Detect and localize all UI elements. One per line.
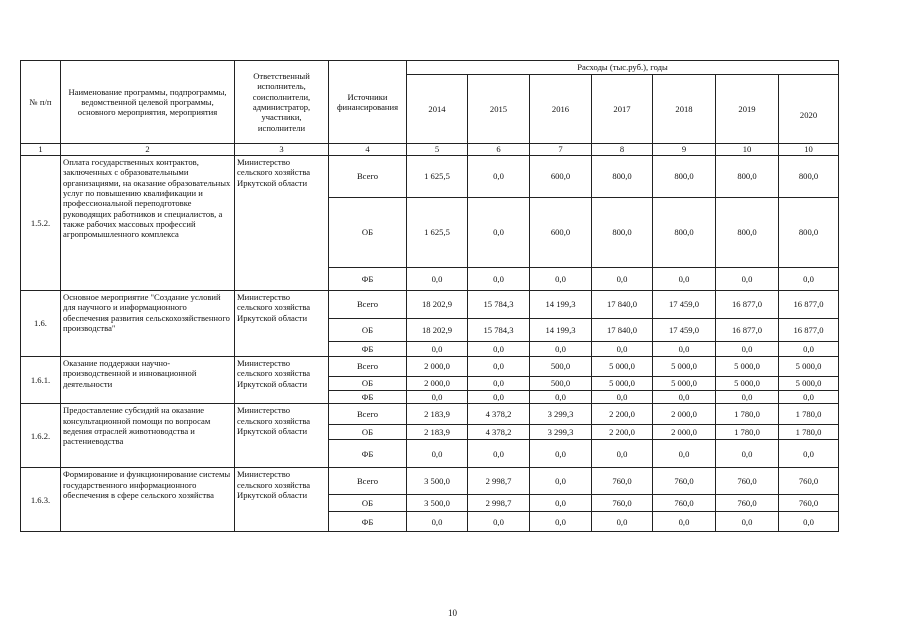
expense-value: 5 000,0	[653, 357, 716, 377]
expense-value: 5 000,0	[592, 377, 653, 391]
funding-source: Всего	[329, 404, 407, 425]
expense-value: 0,0	[716, 512, 779, 532]
table-body	[21, 156, 839, 532]
expense-value: 0,0	[716, 391, 779, 404]
expense-value: 0,0	[779, 440, 839, 468]
expense-value: 5 000,0	[779, 357, 839, 377]
expense-value: 0,0	[716, 342, 779, 357]
expense-value: 0,0	[468, 342, 530, 357]
expense-value: 0,0	[779, 342, 839, 357]
col-number: 9	[653, 144, 716, 156]
expense-value: 0,0	[653, 391, 716, 404]
table-header	[21, 61, 839, 156]
header-name: Наименование программы, подпрограммы, ведомственной целевой программы, основного мероприятия, мероприятия	[61, 61, 235, 144]
expense-value: 0,0	[653, 512, 716, 532]
expense-value: 2 998,7	[468, 468, 530, 495]
expense-value: 5 000,0	[716, 357, 779, 377]
expense-value: 760,0	[716, 495, 779, 512]
table-row	[21, 468, 839, 495]
expense-value: 600,0	[530, 198, 592, 268]
expense-value: 0,0	[468, 512, 530, 532]
expense-value: 17 459,0	[653, 291, 716, 319]
expense-value: 800,0	[716, 198, 779, 268]
budget-table	[20, 60, 839, 532]
expense-value: 17 840,0	[592, 291, 653, 319]
item-responsible: Министерство сельского хозяйства Иркутской области	[235, 156, 329, 291]
col-number: 4	[329, 144, 407, 156]
expense-value: 2 183,9	[407, 425, 468, 440]
expense-value: 0,0	[530, 391, 592, 404]
expense-value: 0,0	[653, 440, 716, 468]
expense-value: 0,0	[468, 156, 530, 198]
expense-value: 760,0	[653, 495, 716, 512]
header-responsible: Ответственный исполнитель, соисполнители, администратор, участники, исполнители	[235, 61, 329, 144]
expense-value: 3 299,3	[530, 404, 592, 425]
expense-value: 0,0	[468, 377, 530, 391]
expense-value: 760,0	[716, 468, 779, 495]
expense-value: 18 202,9	[407, 319, 468, 342]
expense-value: 0,0	[592, 268, 653, 291]
expense-value: 2 200,0	[592, 425, 653, 440]
column-numbers-row	[21, 144, 839, 156]
expense-value: 1 780,0	[716, 425, 779, 440]
col-number: 10	[716, 144, 779, 156]
expense-value: 5 000,0	[716, 377, 779, 391]
expense-value: 16 877,0	[716, 319, 779, 342]
expense-value: 1 780,0	[779, 404, 839, 425]
expense-value: 3 299,3	[530, 425, 592, 440]
col-number: 6	[468, 144, 530, 156]
expense-value: 0,0	[407, 512, 468, 532]
expense-value: 800,0	[592, 156, 653, 198]
expense-value: 800,0	[779, 198, 839, 268]
funding-source: ФБ	[329, 342, 407, 357]
funding-source: ФБ	[329, 440, 407, 468]
expense-value: 0,0	[592, 391, 653, 404]
expense-value: 760,0	[779, 495, 839, 512]
expense-value: 0,0	[468, 198, 530, 268]
expense-value: 2 200,0	[592, 404, 653, 425]
item-number: 1.6.2.	[21, 404, 61, 468]
expense-value: 760,0	[592, 468, 653, 495]
item-responsible: Министерство сельского хозяйства Иркутской области	[235, 291, 329, 357]
expense-value: 2 000,0	[653, 425, 716, 440]
funding-source: ФБ	[329, 512, 407, 532]
funding-source: ФБ	[329, 268, 407, 291]
expense-value: 0,0	[407, 342, 468, 357]
expense-value: 0,0	[468, 440, 530, 468]
funding-source: Всего	[329, 156, 407, 198]
expense-value: 0,0	[653, 342, 716, 357]
table-row	[21, 156, 839, 198]
expense-value: 2 000,0	[407, 357, 468, 377]
funding-source: ОБ	[329, 377, 407, 391]
expense-value: 2 998,7	[468, 495, 530, 512]
expense-value: 0,0	[779, 391, 839, 404]
col-number: 7	[530, 144, 592, 156]
expense-value: 5 000,0	[779, 377, 839, 391]
expense-value: 0,0	[530, 440, 592, 468]
expense-value: 18 202,9	[407, 291, 468, 319]
expense-value: 15 784,3	[468, 319, 530, 342]
expense-value: 5 000,0	[592, 357, 653, 377]
header-num: № п/п	[21, 61, 61, 144]
funding-source: Всего	[329, 468, 407, 495]
expense-value: 3 500,0	[407, 468, 468, 495]
expense-value: 0,0	[530, 468, 592, 495]
expense-value: 1 780,0	[779, 425, 839, 440]
expense-value: 5 000,0	[653, 377, 716, 391]
col-number: 1	[21, 144, 61, 156]
header-year: 2016	[530, 75, 592, 144]
expense-value: 800,0	[653, 198, 716, 268]
expense-value: 2 183,9	[407, 404, 468, 425]
expense-value: 800,0	[653, 156, 716, 198]
header-year: 2015	[468, 75, 530, 144]
expense-value: 3 500,0	[407, 495, 468, 512]
header-year: 2014	[407, 75, 468, 144]
item-name: Оказание поддержки научно-производственной и инновационной деятельности	[61, 357, 235, 404]
funding-source: ОБ	[329, 198, 407, 268]
expense-value: 0,0	[592, 440, 653, 468]
expense-value: 0,0	[407, 440, 468, 468]
expense-value: 2 000,0	[407, 377, 468, 391]
expense-value: 0,0	[716, 268, 779, 291]
expense-value: 0,0	[716, 440, 779, 468]
funding-source: Всего	[329, 291, 407, 319]
expense-value: 0,0	[407, 391, 468, 404]
item-name: Формирование и функционирование системы государственного информационного обеспечения в сфере сельского хозяйства	[61, 468, 235, 532]
expense-value: 17 840,0	[592, 319, 653, 342]
funding-source: ОБ	[329, 425, 407, 440]
funding-source: ФБ	[329, 391, 407, 404]
expense-value: 0,0	[407, 268, 468, 291]
funding-source: ОБ	[329, 319, 407, 342]
funding-source: ОБ	[329, 495, 407, 512]
funding-source: Всего	[329, 357, 407, 377]
item-responsible: Министерство сельского хозяйства Иркутской области	[235, 468, 329, 532]
expense-value: 0,0	[468, 357, 530, 377]
expense-value: 0,0	[468, 391, 530, 404]
expense-value: 1 780,0	[716, 404, 779, 425]
expense-value: 14 199,3	[530, 291, 592, 319]
expense-value: 0,0	[779, 512, 839, 532]
expense-value: 4 378,2	[468, 404, 530, 425]
col-number: 2	[61, 144, 235, 156]
expense-value: 0,0	[592, 512, 653, 532]
page-number: 10	[448, 608, 457, 618]
expense-value: 4 378,2	[468, 425, 530, 440]
expense-value: 16 877,0	[716, 291, 779, 319]
item-responsible: Министерство сельского хозяйства Иркутской области	[235, 357, 329, 404]
expense-value: 0,0	[592, 342, 653, 357]
col-number: 8	[592, 144, 653, 156]
expense-value: 760,0	[653, 468, 716, 495]
header-year: 2017	[592, 75, 653, 144]
expense-value: 760,0	[779, 468, 839, 495]
col-number: 5	[407, 144, 468, 156]
item-name: Оплата государственных контрактов, заключенных с образовательными организациями, на оказание образовательных услуг по повышению квалификации и профессиональной переподготовке руководящих работников и специалистов, а также рабочих массовых профессий агропромышленного комплекса	[61, 156, 235, 291]
table-row	[21, 404, 839, 425]
expense-value: 800,0	[779, 156, 839, 198]
expense-value: 16 877,0	[779, 291, 839, 319]
expense-value: 0,0	[653, 268, 716, 291]
expense-value: 0,0	[530, 268, 592, 291]
header-sources: Источники финансирования	[329, 61, 407, 144]
expense-value: 1 625,5	[407, 156, 468, 198]
header-year: 2018	[653, 75, 716, 144]
item-number: 1.6.1.	[21, 357, 61, 404]
expense-value: 600,0	[530, 156, 592, 198]
expense-value: 14 199,3	[530, 319, 592, 342]
expense-value: 0,0	[530, 512, 592, 532]
expense-value: 0,0	[530, 342, 592, 357]
expense-value: 16 877,0	[779, 319, 839, 342]
expense-value: 500,0	[530, 357, 592, 377]
header-year: 2019	[716, 75, 779, 144]
item-number: 1.6.3.	[21, 468, 61, 532]
col-number: 10	[779, 144, 839, 156]
table-row	[21, 291, 839, 319]
expense-value: 0,0	[468, 268, 530, 291]
header-year: 2020	[779, 75, 839, 144]
expense-value: 17 459,0	[653, 319, 716, 342]
expense-value: 2 000,0	[653, 404, 716, 425]
expense-value: 800,0	[716, 156, 779, 198]
expense-value: 500,0	[530, 377, 592, 391]
expense-value: 0,0	[779, 268, 839, 291]
item-name: Основное мероприятие "Создание условий для научного и информационного обеспечения развития сельскохозяйственного производства"	[61, 291, 235, 357]
table-row	[21, 357, 839, 377]
expense-value: 1 625,5	[407, 198, 468, 268]
item-number: 1.5.2.	[21, 156, 61, 291]
expense-value: 800,0	[592, 198, 653, 268]
header-expenses: Расходы (тыс.руб.), годы	[407, 61, 839, 75]
item-number: 1.6.	[21, 291, 61, 357]
item-responsible: Министерство сельского хозяйства Иркутской области	[235, 404, 329, 468]
expense-value: 760,0	[592, 495, 653, 512]
col-number: 3	[235, 144, 329, 156]
expense-value: 0,0	[530, 495, 592, 512]
expense-value: 15 784,3	[468, 291, 530, 319]
item-name: Предоставление субсидий на оказание консультационной помощи по вопросам ведения отраслей животноводства и растениеводства	[61, 404, 235, 468]
